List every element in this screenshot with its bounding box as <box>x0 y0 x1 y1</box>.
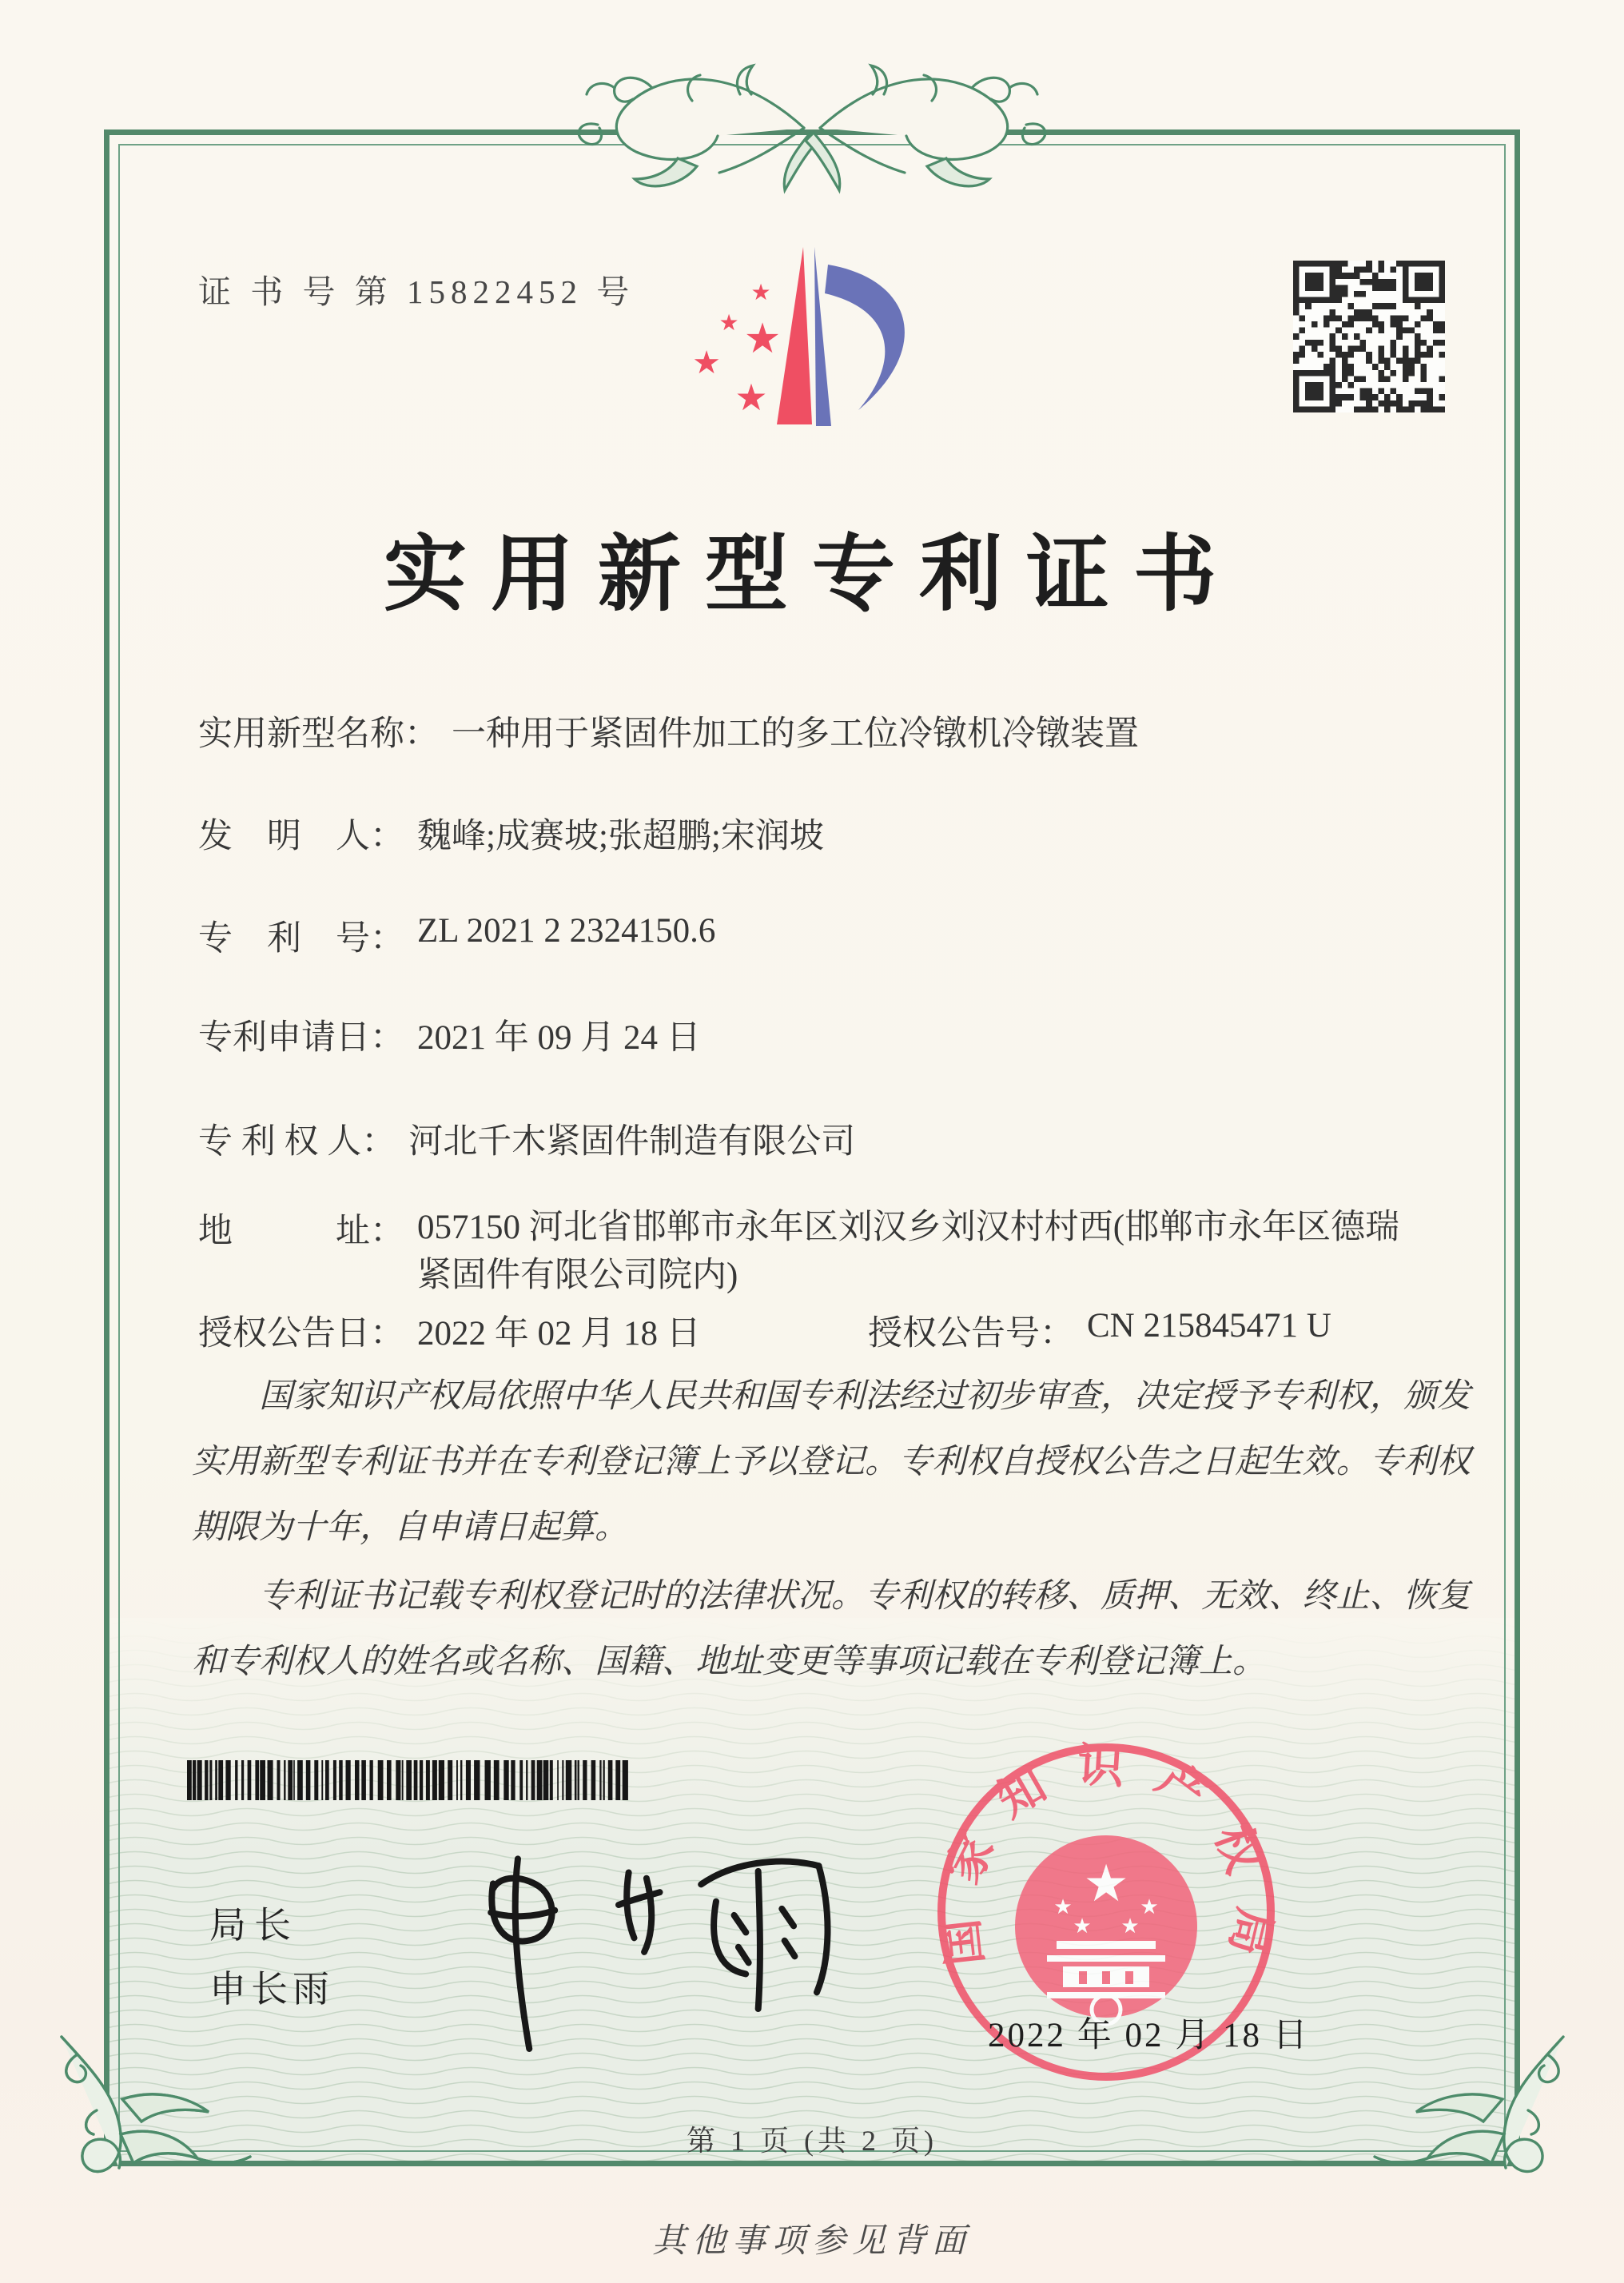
dragon-ornament <box>452 38 1172 206</box>
field-value: 057150 河北省邯郸市永年区刘汉乡刘汉村村西(邯郸市永年区德瑞紧固件有限公司院内) <box>417 1209 1400 1294</box>
logo-stars <box>692 279 781 419</box>
field-value: 2022 年 02 月 18 日 <box>417 1315 701 1353</box>
star-icon: ★ <box>718 309 739 336</box>
field-value: CN 215845471 U <box>1087 1307 1331 1345</box>
certificate-number: 证 书 号 第 15822452 号 <box>198 273 635 310</box>
star-icon: ★ <box>1083 1855 1129 1914</box>
star-icon: ★ <box>1073 1914 1092 1938</box>
field-row-patentee <box>198 1114 855 1163</box>
field-row-patent-no <box>198 911 715 960</box>
field-label: 地 址： <box>198 1213 404 1250</box>
field-row-name <box>198 707 1139 755</box>
star-icon: ★ <box>1140 1895 1159 1919</box>
director-signature <box>460 1821 915 2076</box>
page-number: 第 1 页 (共 2 页) <box>687 2125 937 2157</box>
barcode <box>184 1759 631 1802</box>
logo-red-spike <box>777 247 812 424</box>
field-row-address <box>198 1204 1420 1300</box>
page-title: 实用新型专利证书 <box>383 529 1240 621</box>
field-label: 授权公告号： <box>868 1315 1074 1353</box>
star-icon: ★ <box>692 345 721 381</box>
logo-blue-p-bowl <box>825 265 905 410</box>
star-icon: ★ <box>734 376 768 419</box>
seal-ring-text: 国家知识产权局 <box>932 1739 1282 1989</box>
corner-flourish-left <box>44 2022 276 2206</box>
field-value: ZL 2021 2 2324150.6 <box>417 912 716 950</box>
star-icon: ★ <box>743 315 782 363</box>
corner-flourish-right <box>1349 2022 1581 2206</box>
field-row-grant-no <box>868 1306 1331 1355</box>
seal-date: 2022 年 02 月 18 日 <box>988 2017 1310 2054</box>
field-row-inventors <box>198 809 824 858</box>
qr-code <box>1293 261 1445 412</box>
star-icon: ★ <box>1053 1895 1073 1919</box>
field-row-grant-date <box>198 1306 701 1355</box>
field-label: 实用新型名称： <box>198 715 439 753</box>
star-icon: ★ <box>750 279 771 305</box>
field-value: 一种用于紧固件加工的多工位冷镦机冷镦装置 <box>452 715 1139 753</box>
seal-national-emblem <box>1015 1835 1197 2024</box>
cnipa-logo <box>679 236 935 440</box>
field-value: 2021 年 09 月 24 日 <box>417 1019 701 1057</box>
director-name: 申长雨 <box>209 1969 334 2010</box>
star-icon: ★ <box>1120 1914 1140 1938</box>
field-label: 专 利 号： <box>198 920 404 958</box>
field-value: 河北千木紧固件制造有限公司 <box>408 1123 856 1161</box>
field-label: 授权公告日： <box>198 1315 404 1353</box>
body-paragraph-2: 专利证书记载专利权登记时的法律状况。专利权的转移、质押、无效、终止、恢复和专利权人的姓名或名称、国籍、地址变更等事项记载在专利登记簿上。 <box>192 1578 1471 1680</box>
director-label: 局长 <box>209 1905 299 1946</box>
field-value: 魏峰;成赛坡;张超鹏;宋润坡 <box>417 818 824 855</box>
field-label: 专利申请日： <box>198 1019 404 1057</box>
body-paragraph-1: 国家知识产权局依照中华人民共和国专利法经过初步审查，决定授予专利权，颁发实用新型专利证书并在专利登记簿上予以登记。专利权自授权公告之日起生效。专利权期限为十年，自申请日起算。 <box>192 1378 1471 1546</box>
field-label: 专 利 权 人： <box>198 1123 396 1161</box>
field-row-filing-date <box>198 1010 701 1059</box>
field-label: 发 明 人： <box>198 818 404 855</box>
back-note: 其他事项参见背面 <box>651 2223 972 2260</box>
